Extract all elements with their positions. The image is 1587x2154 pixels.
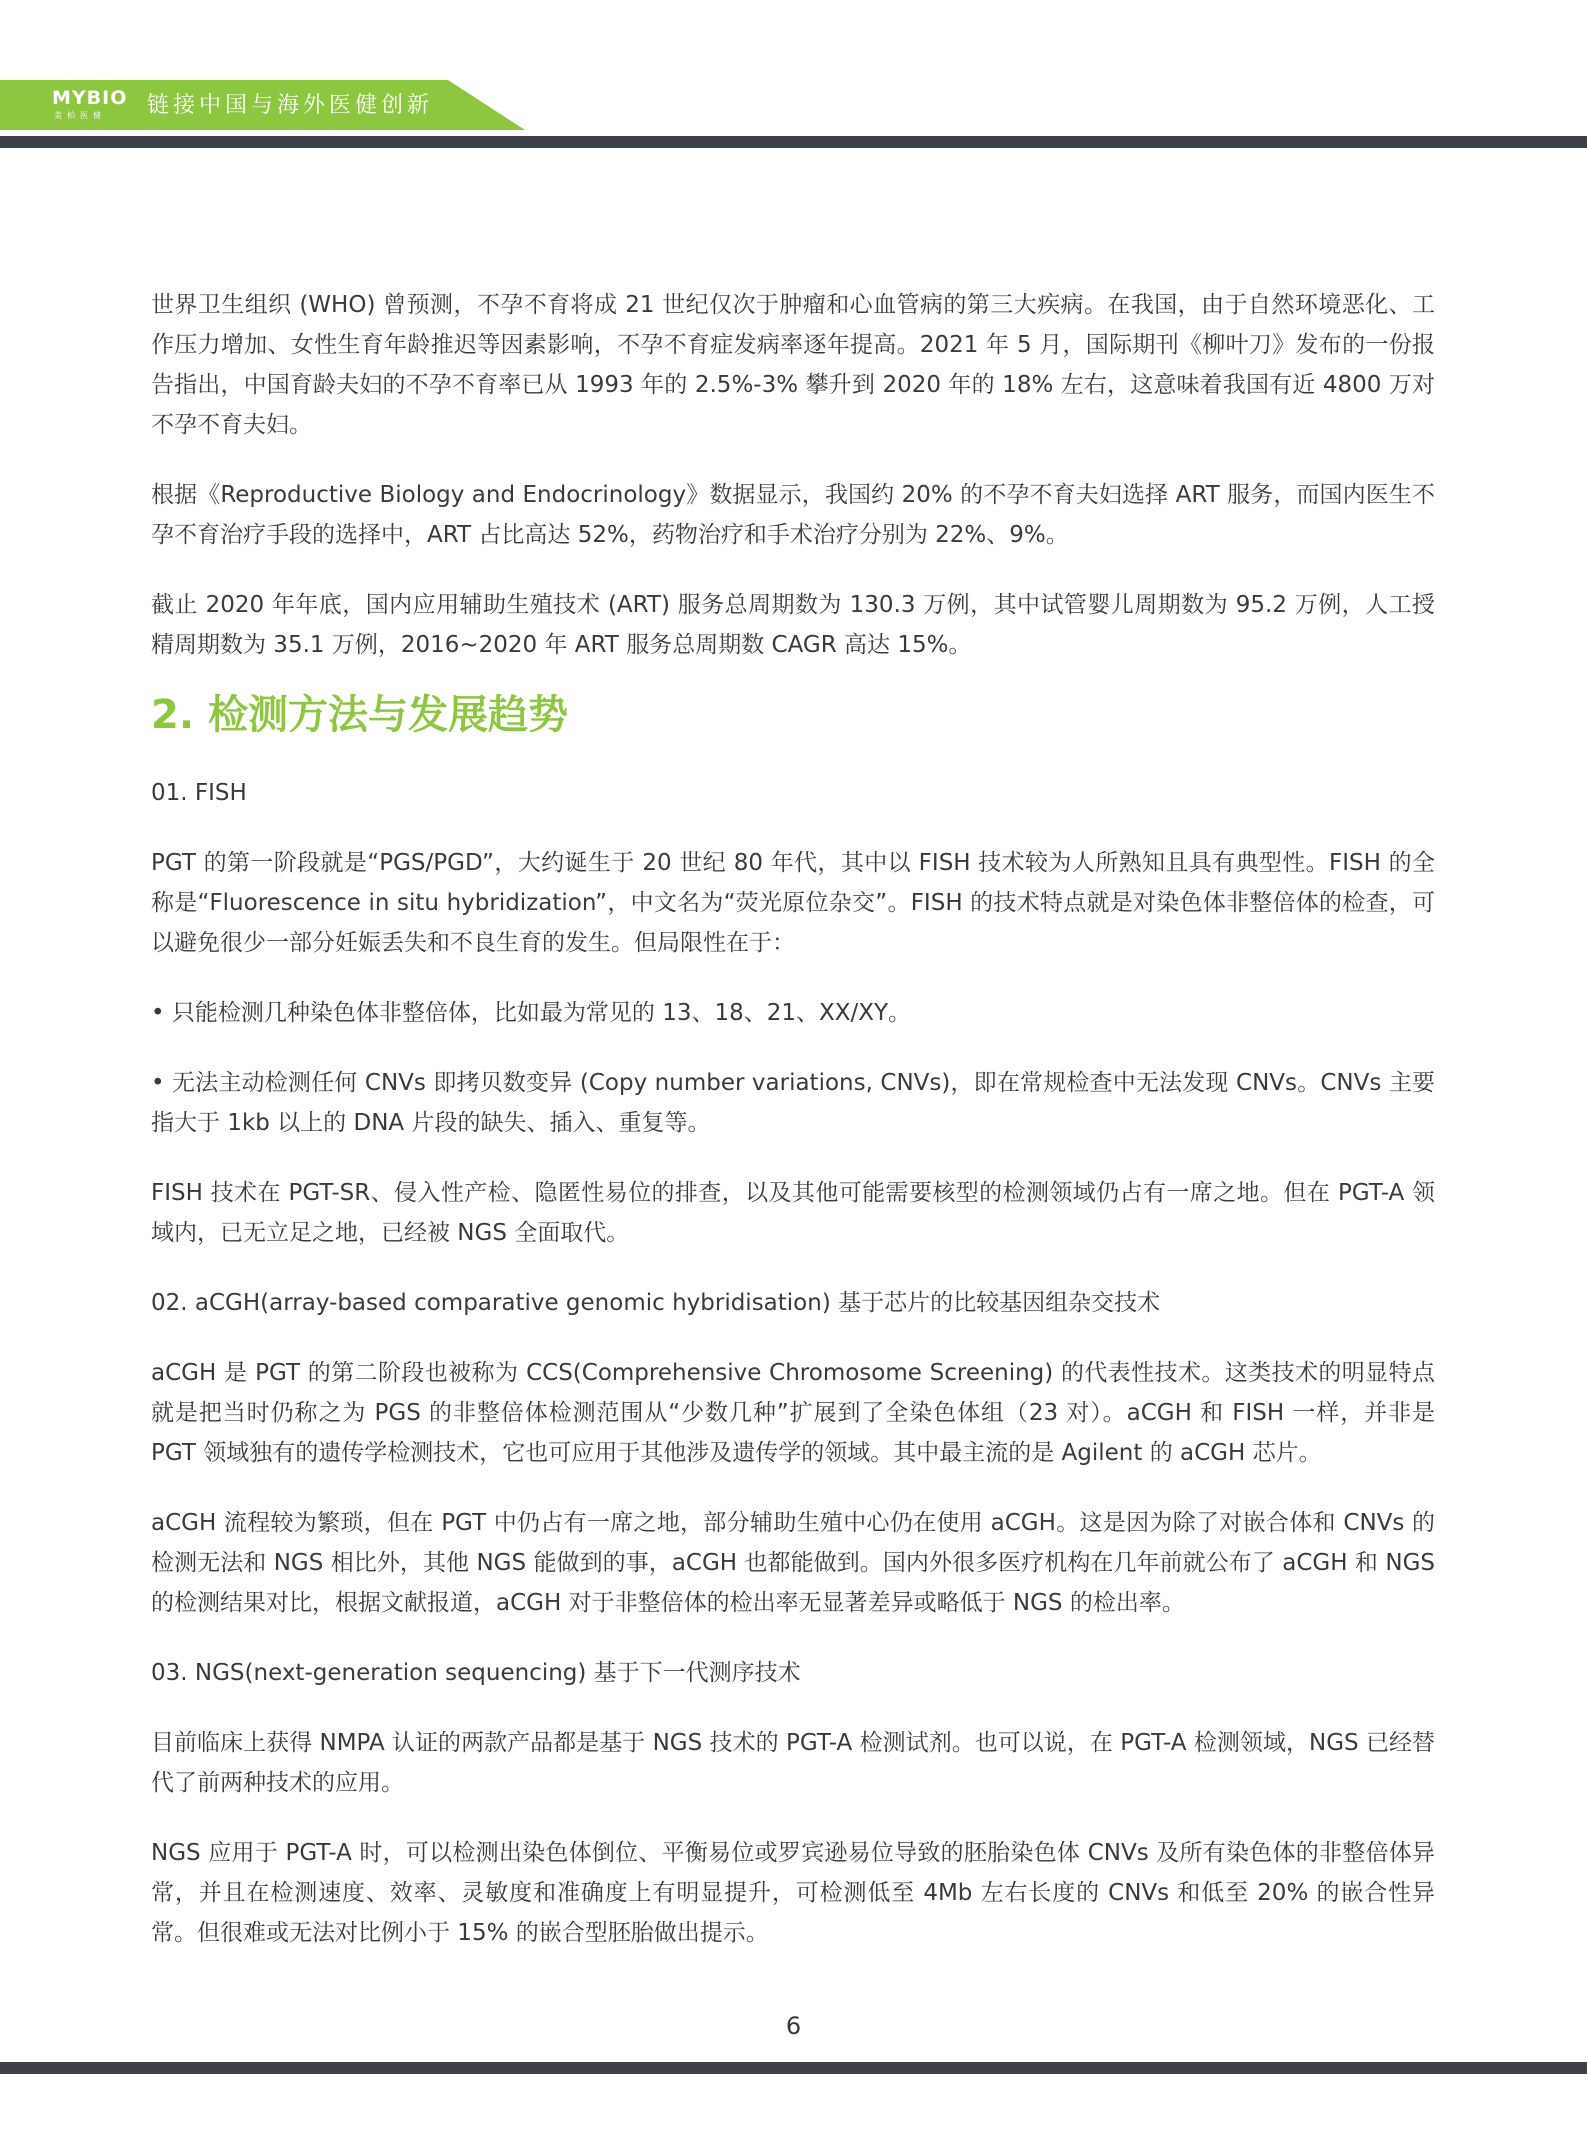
fish-subheading: 01. FISH xyxy=(151,780,247,806)
intro-paragraph-2: 根据《Reproductive Biology and Endocrinology》数据显示，我国约 20% 的不孕不育夫妇选择 ART 服务，而国内医生不孕不育治疗手段的选择中，ART 占比高达 52%，药物治疗和手术治疗分别为 22%、9%。 xyxy=(151,482,1435,548)
fish-paragraph-2: FISH 技术在 PGT-SR、侵入性产检、隐匿性易位的排查，以及其他可能需要核型的检测领域仍占有一席之地。但在 PGT-A 领域内，已无立足之地，已经被 NGS 全面取代。 xyxy=(151,1180,1435,1246)
page-content xyxy=(151,285,1435,1953)
brand-logo xyxy=(52,87,142,123)
acgh-paragraph-2: aCGH 流程较为繁琐，但在 PGT 中仍占有一席之地，部分辅助生殖中心仍在使用 aCGH。这是因为除了对嵌合体和 CNVs 的检测无法和 NGS 相比外，其他 NGS 能做到的事，aCGH 也都能做到。国内外很多医疗机构在几年前就公布了 aCGH 和 NGS 的检测结果对比，根据文献报道，aCGH 对于非整倍体的检出率无显著差异或略低于 NGS 的检出率。 xyxy=(151,1510,1435,1616)
logo-wordmark: MYBIO xyxy=(52,87,128,109)
ngs-paragraph-1: 目前临床上获得 NMPA 认证的两款产品都是基于 NGS 技术的 PGT-A 检测试剂。也可以说，在 PGT-A 检测领域，NGS 已经替代了前两种技术的应用。 xyxy=(151,1730,1435,1796)
intro-paragraph-1: 世界卫生组织 (WHO) 曾预测，不孕不育将成 21 世纪仅次于肿瘤和心血管病的第三大疾病。在我国，由于自然环境恶化、工作压力增加、女性生育年龄推迟等因素影响，不孕不育症发病率逐年提高。2021 年 5 月，国际期刊《柳叶刀》发布的一份报告指出，中国育龄夫妇的不孕不育率已从 1993 年的 2.5%-3% 攀升到 2020 年的 18% 左右，这意味着我国有近 4800 万对不孕不育夫妇。 xyxy=(151,292,1435,438)
fish-bullet-1: • 只能检测几种染色体非整倍体，比如最为常见的 13、18、21、XX/XY。 xyxy=(151,1000,912,1026)
header-slogan: 链接中国与海外医健创新 xyxy=(147,93,434,118)
acgh-subheading: 02. aCGH(array-based comparative genomic hybridisation) 基于芯片的比较基因组杂交技术 xyxy=(151,1290,1161,1316)
section-heading: 2. 检测方法与发展趋势 xyxy=(151,692,568,738)
ngs-subheading: 03. NGS(next-generation sequencing) 基于下一代测序技术 xyxy=(151,1660,801,1686)
ngs-paragraph-2: NGS 应用于 PGT-A 时，可以检测出染色体倒位、平衡易位或罗宾逊易位导致的胚胎染色体 CNVs 及所有染色体的非整倍体异常，并且在检测速度、效率、灵敏度和准确度上有明显提升，可检测低至 4Mb 左右长度的 CNVs 和低至 20% 的嵌合性异常。但很难或无法对比例小于 15% 的嵌合型胚胎做出提示。 xyxy=(151,1840,1435,1946)
fish-paragraph-1: PGT 的第一阶段就是“PGS/PGD”，大约诞生于 20 世纪 80 年代，其中以 FISH 技术较为人所熟知且具有典型性。FISH 的全称是“Fluorescence in situ hybridization”，中文名为“荧光原位杂交”。FISH 的技术特点就是对染色体非整倍体的检查，可以避免很少一部分妊娠丢失和不良生育的发生。但局限性在于： xyxy=(151,850,1435,956)
fish-bullet-2: • 无法主动检测任何 CNVs 即拷贝数变异 (Copy number variations, CNVs)，即在常规检查中无法发现 CNVs。CNVs 主要指大于 1kb 以上的 DNA 片段的缺失、插入、重复等。 xyxy=(151,1070,1435,1136)
logo-subtitle: 美柏医健 xyxy=(54,111,106,120)
header-divider xyxy=(0,136,1587,148)
page-number: 6 xyxy=(785,2012,802,2040)
acgh-paragraph-1: aCGH 是 PGT 的第二阶段也被称为 CCS(Comprehensive Chromosome Screening) 的代表性技术。这类技术的明显特点就是把当时仍称之为 PGS 的非整倍体检测范围从“少数几种”扩展到了全染色体组（23 对）。aCGH 和 FISH 一样，并非是 PGT 领域独有的遗传学检测技术，它也可应用于其他涉及遗传学的领域。其中最主流的是 Agilent 的 aCGH 芯片。 xyxy=(151,1360,1435,1466)
footer-divider xyxy=(0,2062,1587,2074)
intro-paragraph-3: 截止 2020 年年底，国内应用辅助生殖技术 (ART) 服务总周期数为 130.3 万例，其中试管婴儿周期数为 95.2 万例，人工授精周期数为 35.1 万例，2016~2020 年 ART 服务总周期数 CAGR 高达 15%。 xyxy=(151,592,1435,658)
